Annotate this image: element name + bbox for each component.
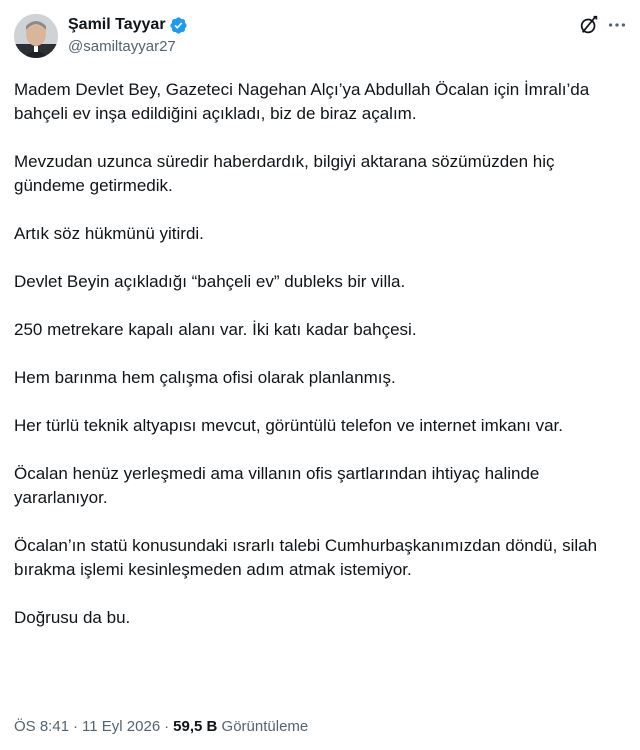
tweet-paragraph: Öcalan’ın statü konusundaki ısrarlı talebi Cumhurbaşkanımızdan döndü, silah bırakma işlemi kesinleşmeden adım atmak istemiyor. [14,536,598,579]
author-handle[interactable]: @samiltayyar27 [68,38,176,55]
tweet-paragraph: Artık söz hükmünü yitirdi. [14,224,204,243]
more-icon[interactable] [606,14,628,36]
tweet-paragraph: Madem Devlet Bey, Gazeteci Nagehan Alçı’ya Abdullah Öcalan için İmralı’da bahçeli ev inşa edildiğini açıkladı, biz de biraz açalım. [14,80,590,123]
author-name-row [68,15,188,35]
tweet-paragraph: Her türlü teknik altyapısı mevcut, görüntülü telefon ve internet imkanı var. [14,416,563,435]
verified-badge-icon[interactable] [169,16,188,35]
views-count[interactable]: 59,5 B [173,718,218,735]
grok-icon[interactable] [578,14,600,36]
tweet-text [14,78,626,630]
tweet-paragraph: 250 metrekare kapalı alanı var. İki katı kadar bahçesi. [14,320,417,339]
author-name[interactable]: Şamil Tayyar [68,16,166,33]
tweet-time[interactable]: ÖS 8:41 [14,718,70,735]
tweet-paragraph: Doğrusu da bu. [14,608,131,627]
views-label: Görüntüleme [221,718,309,735]
avatar-photo [14,14,58,58]
tweet-paragraph: Öcalan henüz yerleşmedi ama villanın ofis şartlarından ihtiyaç halinde yararlanıyor. [14,464,540,507]
avatar[interactable] [14,14,58,58]
tweet-paragraph: Hem barınma hem çalışma ofisi olarak planlanmış. [14,368,396,387]
tweet-paragraph: Mevzudan uzunca süredir haberdardık, bilgiyi aktarana sözümüzden hiç gündeme getirmedik. [14,152,555,195]
author-info [68,14,188,57]
meta-separator: · [164,718,170,735]
tweet-date[interactable]: 11 Eyl 2026 [82,718,161,735]
tweet-paragraph: Devlet Beyin açıkladığı “bahçeli ev” dubleks bir villa. [14,272,406,291]
tweet-header [14,14,626,62]
meta-separator: · [73,718,79,735]
tweet-meta [14,717,308,737]
